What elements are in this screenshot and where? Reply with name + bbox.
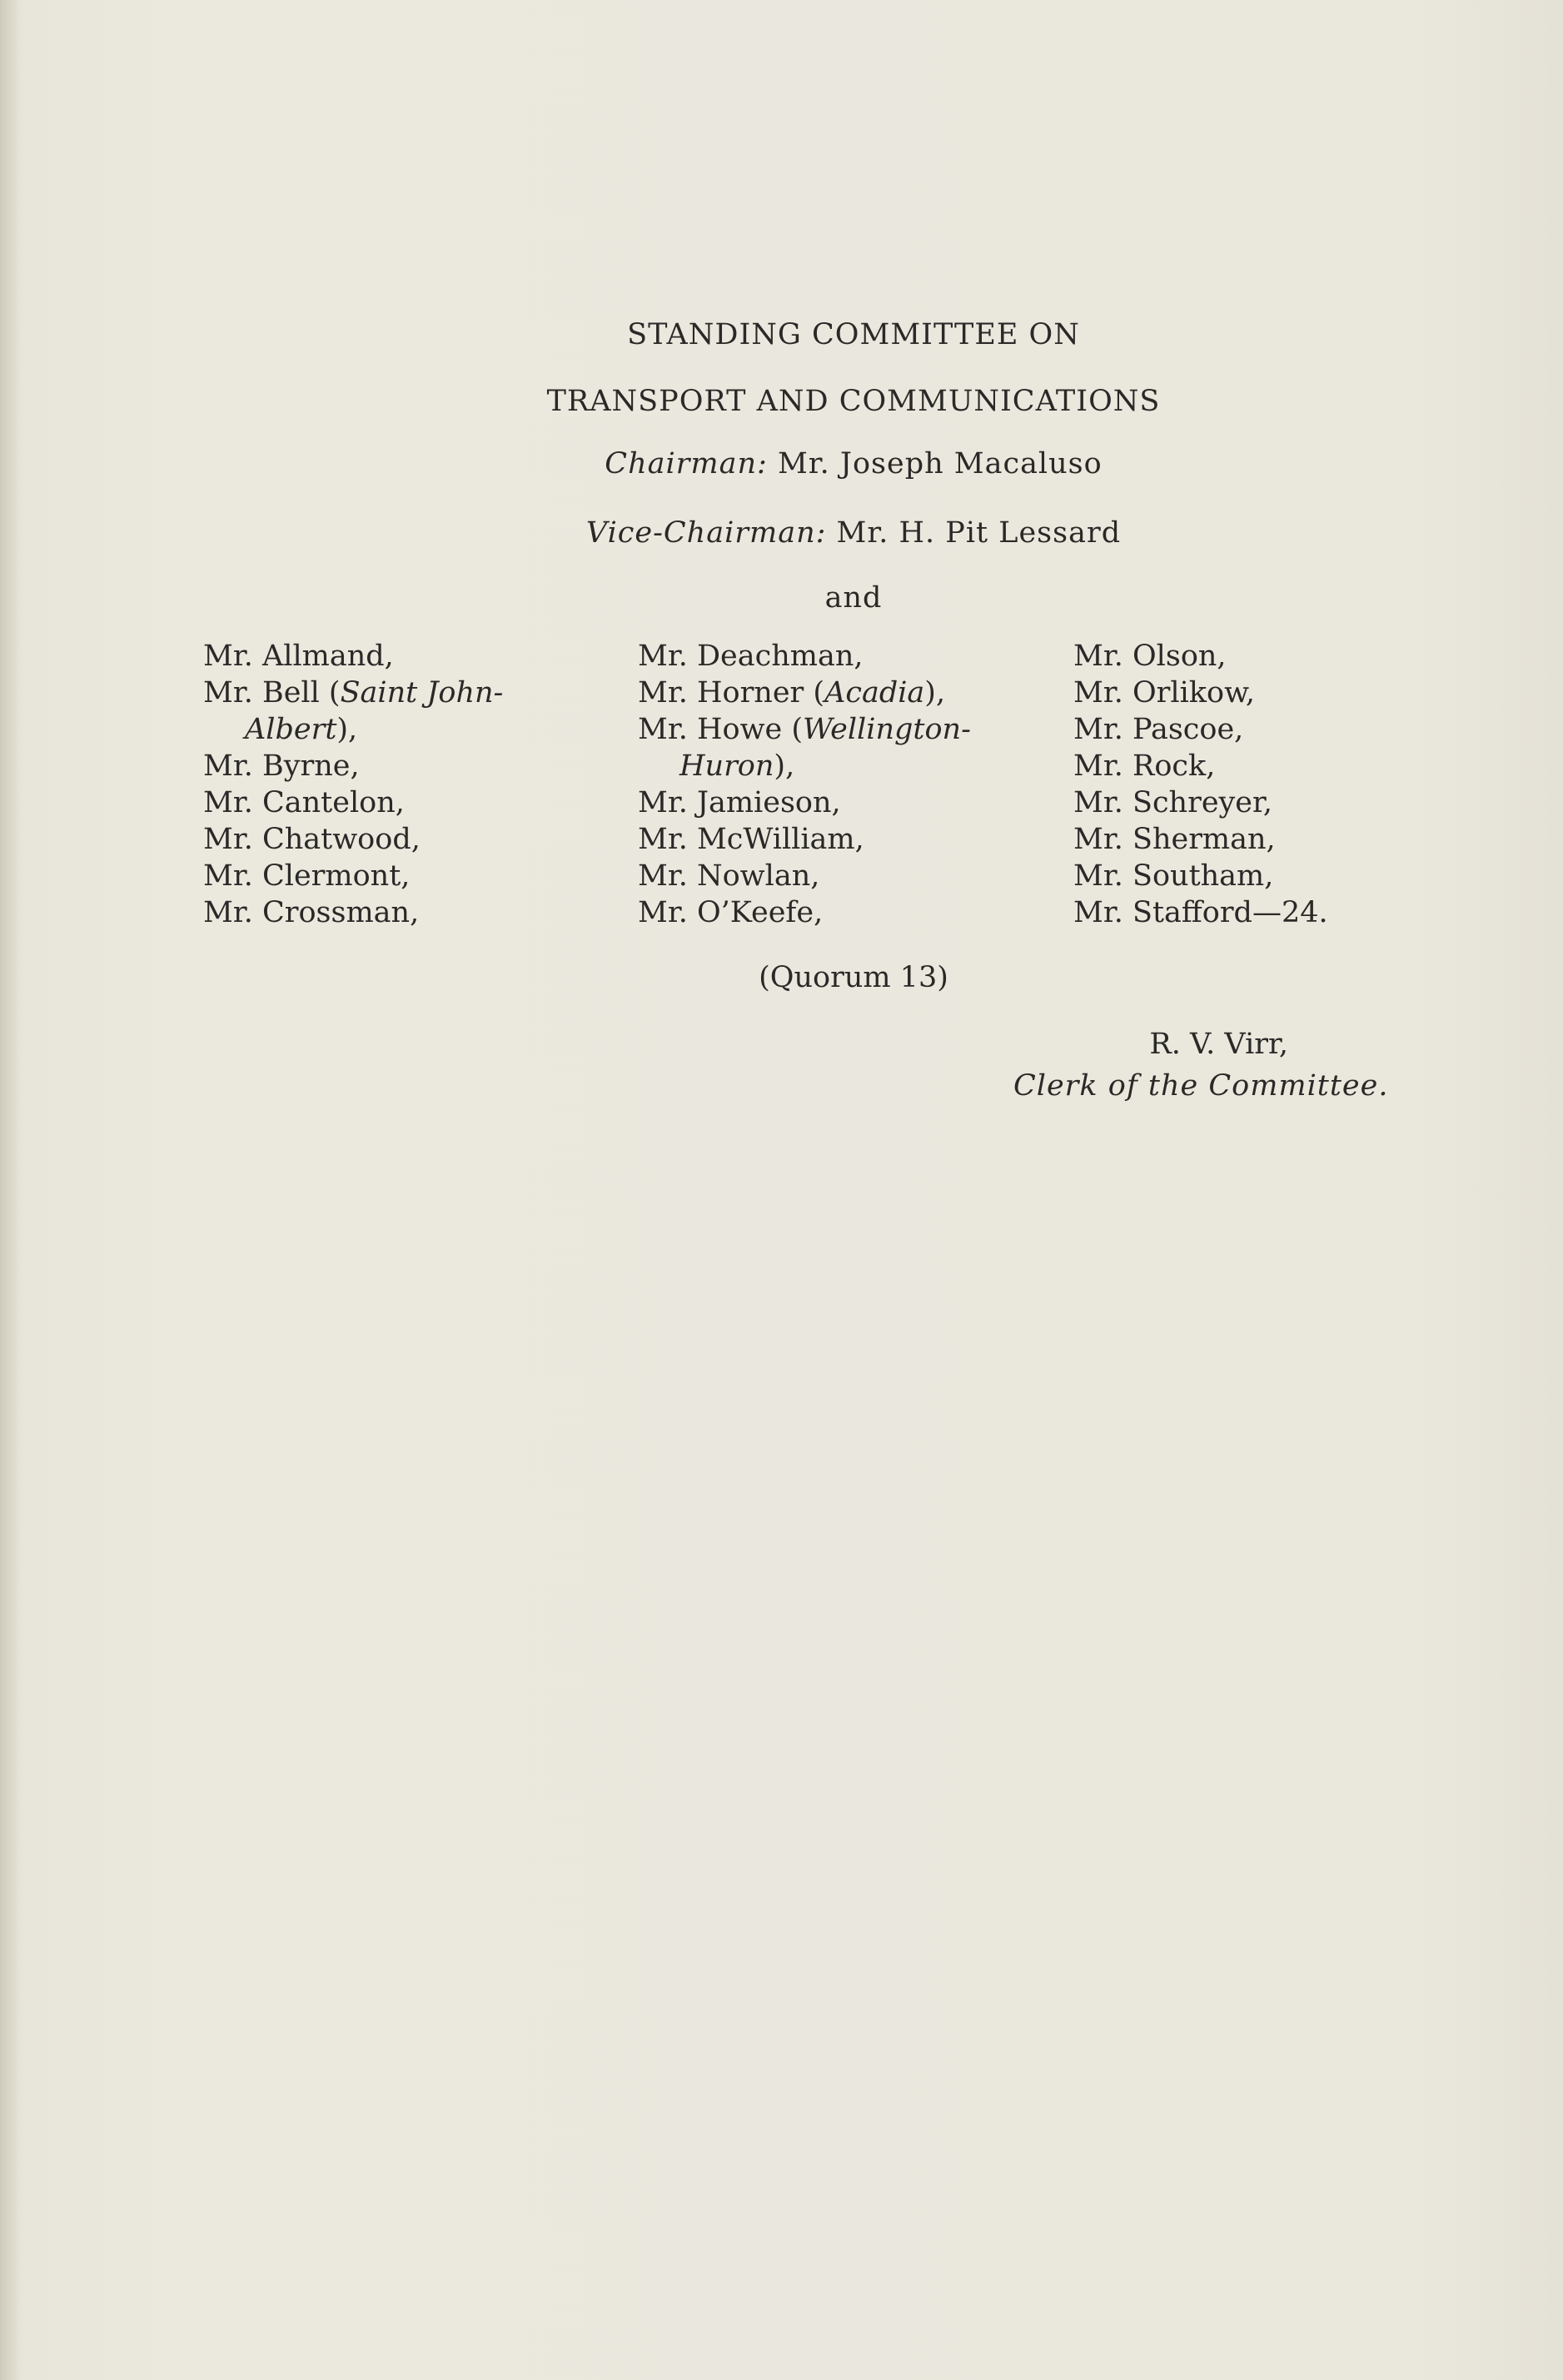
chairman-label: Chairman: <box>605 447 768 480</box>
vice-chairman-name: Mr. H. Pit Lessard <box>826 516 1122 550</box>
vice-chairman-line <box>0 516 1563 550</box>
clerk-name: R. V. Virr, <box>1149 1028 1288 1061</box>
member-continuation <box>638 748 1038 784</box>
member-name: Mr. Horner ( <box>638 676 825 710</box>
member-riding: Albert <box>245 713 337 746</box>
member-entry: Mr. Clermont, <box>203 859 411 893</box>
member-entry: Mr. Orlikow, <box>1073 676 1255 710</box>
quorum-note: (Quorum 13) <box>759 961 948 994</box>
member-entry: Mr. Pascoe, <box>1073 713 1244 746</box>
member-entry: Mr. Cantelon, <box>203 786 405 819</box>
members-column-3 <box>1073 638 1431 931</box>
member-entry: Mr. Nowlan, <box>638 859 820 893</box>
committee-title-line1: STANDING COMMITTEE ON <box>627 318 1080 351</box>
member-punct: ), <box>336 713 358 746</box>
member-entry: Mr. Olson, <box>1073 640 1227 673</box>
member-entry: Mr. Jamieson, <box>638 786 841 819</box>
member-entry: Mr. Schreyer, <box>1073 786 1273 819</box>
member-entry <box>638 711 1038 784</box>
clerk-title: Clerk of the Committee. <box>1013 1069 1389 1103</box>
members-column-1 <box>203 638 595 931</box>
member-punct: ), <box>924 676 946 710</box>
member-continuation <box>203 711 595 748</box>
members-column-2 <box>638 638 1038 931</box>
member-name: Mr. Howe ( <box>638 713 804 746</box>
member-entry: Mr. Chatwood, <box>203 823 421 856</box>
member-entry: Mr. McWilliam, <box>638 823 864 856</box>
member-entry: Mr. Rock, <box>1073 749 1216 783</box>
and-text: and <box>824 581 883 615</box>
member-entry: Mr. Sherman, <box>1073 823 1276 856</box>
member-entry <box>638 675 1038 711</box>
member-entry: Mr. Southam, <box>1073 859 1274 893</box>
member-riding: Acadia <box>824 676 925 710</box>
vice-chairman-label: Vice-Chairman: <box>585 516 827 550</box>
member-punct: ), <box>774 749 795 783</box>
member-entry: Mr. Deachman, <box>638 640 864 673</box>
chairman-name: Mr. Joseph Macaluso <box>767 447 1103 480</box>
member-riding: Saint John- <box>340 676 504 710</box>
member-entry: Mr. Stafford—24. <box>1073 896 1328 929</box>
member-entry: Mr. Crossman, <box>203 896 420 929</box>
member-name: Mr. Bell ( <box>203 676 341 710</box>
committee-title-line2: TRANSPORT AND COMMUNICATIONS <box>546 385 1161 418</box>
member-entry <box>203 675 595 748</box>
member-entry: Mr. Byrne, <box>203 749 360 783</box>
member-entry: Mr. O’Keefe, <box>638 896 824 929</box>
chairman-line <box>0 447 1563 480</box>
member-entry: Mr. Allmand, <box>203 640 394 673</box>
member-riding: Huron <box>679 749 774 783</box>
member-riding: Wellington- <box>803 713 971 746</box>
